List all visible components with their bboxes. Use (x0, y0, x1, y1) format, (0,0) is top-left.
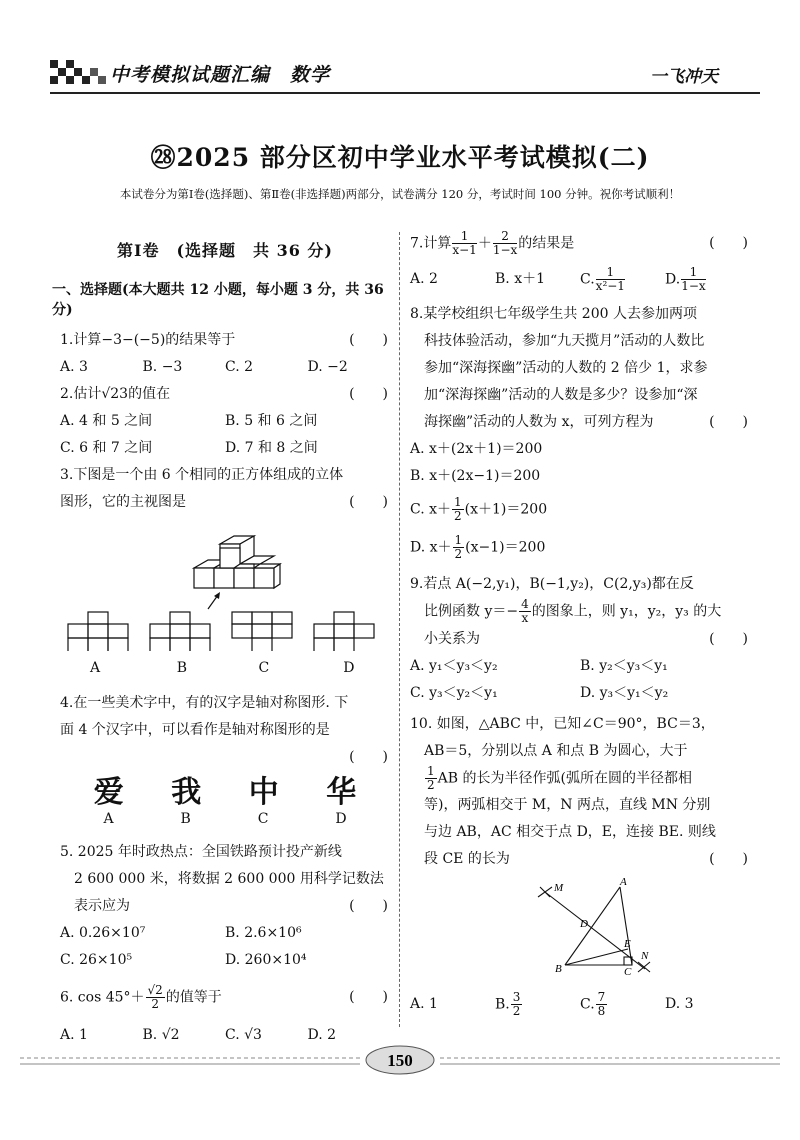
q10-line-3: $\frac{1}{2}$ AB 的长为半径作弧(弧所在圆的半径都相 (427, 763, 692, 792)
question-3 (60, 462, 390, 682)
q5-option-b: B. 2.6×10⁶ (225, 925, 302, 941)
q4-label-c: C (257, 811, 269, 827)
q4-answer-bracket: ( ) (349, 749, 388, 765)
question-1 (60, 327, 390, 381)
q8-option-d: D. x＋ $\frac{1}{2}$ (x−1)＝200 (410, 532, 546, 561)
q4-char-a: 爱 (93, 775, 124, 810)
brand-logo: 一飞冲天 (650, 67, 718, 87)
q8-line-5: 海探幽”活动的人数为 x，可列方程为 (424, 414, 654, 430)
question-8 (410, 301, 750, 561)
question-2 (60, 381, 390, 462)
q6-stem-a: 6. cos 45°＋ (60, 989, 145, 1006)
q9-line-1: 9.若点 A(−2,y₁)，B(−1,y₂)，C(2,y₃)都在反 (410, 576, 694, 592)
q4-char-d: 华 (326, 775, 357, 810)
q6-stem-b: 的值等于 (165, 989, 222, 1006)
left-column (52, 230, 390, 1049)
q10-line-4: 等)，两弧相交于 M，N 两点，直线 MN 分别 (424, 797, 711, 813)
q7-plus: ＋ (477, 235, 492, 252)
q2-answer-bracket: ( ) (349, 386, 388, 402)
exam-intro: 本试卷分为第Ⅰ卷(选择题)、第Ⅱ卷(非选择题)两部分，试卷满分 120 分，考试时间 100 分钟。祝你考试顺利！ (119, 187, 681, 201)
q6-denominator: 2 (151, 997, 159, 1011)
q9-option-d: D. y₃＜y₁＜y₂ (580, 684, 669, 701)
q10-line-2: AB＝5，分别以点 A 和点 B 为圆心，大于 (424, 742, 688, 759)
q4-stem-line1: 4.在一些美术字中，有的汉字是轴对称图形. 下 (60, 695, 349, 711)
q7-answer-bracket: ( ) (709, 235, 748, 251)
q7-option-b: B. x＋1 (495, 270, 545, 287)
q8-line-4: 加“深海探幽”活动的人数是多少？设参加“深 (424, 387, 698, 403)
label-c: C (624, 966, 632, 977)
q9-option-b: B. y₂＜y₃＜y₁ (580, 657, 668, 674)
q10-option-c: C. $\frac{7}{8}$ (580, 990, 606, 1018)
question-5 (60, 839, 390, 974)
page-header (0, 0, 800, 100)
column-divider (399, 232, 400, 1027)
section-heading: 一、选择题(本大题共 12 小题，每小题 3 分，共 36 分) (52, 282, 384, 318)
q3-answer-bracket: ( ) (349, 494, 388, 510)
q3-label-c: C (258, 660, 270, 676)
q6-option-a: A. 1 (60, 1026, 88, 1043)
q3-stem-line2: 图形，它的主视图是 (60, 494, 186, 510)
page-number: 150 (387, 1051, 413, 1070)
q3-label-a: A (90, 660, 101, 676)
q2-option-c: C. 6 和 7 之间 (60, 440, 153, 456)
q1-stem: 1.计算−3−(−5)的结果等于 (60, 332, 236, 348)
q7-option-a: A. 2 (410, 270, 438, 287)
q9-line-3: 小关系为 (424, 630, 480, 647)
q1-answer-bracket: ( ) (349, 332, 388, 348)
right-column (410, 230, 750, 1019)
label-m: M (554, 882, 564, 894)
q5-stem-line1: 5. 2025 年时政热点：全国铁路预计投产新线 (60, 844, 342, 860)
q6-option-b: B. √2 (142, 1026, 180, 1043)
q4-label-b: B (180, 811, 191, 827)
page-footer (0, 1040, 800, 1100)
cube-solid (194, 536, 280, 588)
label-b: B (555, 963, 562, 975)
q7-option-c: C. $\frac{1}{\text{x²−1}}$ (580, 264, 625, 293)
label-n: N (641, 950, 649, 962)
q6-fraction (146, 984, 165, 1011)
q7-fraction-1 (452, 230, 476, 257)
q8-line-3: 参加“深海探幽”活动的人数的 2 倍少 1，求参 (424, 360, 708, 376)
q3-stem-line1: 3.下图是一个由 6 个相同的正方体组成的立体 (60, 467, 344, 483)
q4-char-c: 中 (248, 775, 279, 810)
q6-answer-bracket: ( ) (349, 989, 388, 1005)
label-e: E (624, 938, 631, 950)
q4-stem-line2: 面 4 个汉字中，可以看作是轴对称图形的是 (60, 722, 330, 738)
q3-label-b: B (176, 660, 188, 676)
q10-answer-bracket: ( ) (709, 851, 748, 867)
q7-option-d: D. $\frac{1}{1-x}$ (665, 264, 706, 293)
q1-option-d: D. −2 (307, 359, 348, 375)
header-rule (50, 92, 760, 94)
q5-answer-bracket: ( ) (349, 898, 388, 914)
q7-f1-den: x−1 (452, 243, 477, 257)
q1-option-c: C. 2 (225, 359, 254, 375)
q10-line-6: 段 CE 的长为 (424, 851, 510, 867)
q8-option-c: C. x＋ $\frac{1}{2}$ (x＋1)＝200 (410, 495, 548, 523)
q7-stem-b: 的结果是 (518, 235, 575, 252)
q10-line-5: 与边 AB，AC 相交于点 D，E，连接 BE. 则线 (424, 824, 716, 840)
q7-f1-num: 1 (452, 230, 476, 244)
q9-line-2: 比例函数 y＝− $\frac{4}{x}$ 的图象上，则 y₁，y₂，y₃ 的大 (424, 597, 722, 625)
q2-option-b: B. 5 和 6 之间 (225, 413, 318, 429)
view-options (68, 612, 374, 651)
q6-option-c: C. √3 (225, 1026, 262, 1043)
checker-decoration (50, 60, 106, 90)
q10-line-1: 10. 如图，△ABC 中，已知∠C＝90°，BC＝3， (410, 715, 715, 732)
q10-option-a: A. 1 (410, 996, 438, 1012)
q5-option-c: C. 26×10⁵ (60, 952, 133, 968)
label-a: A (620, 877, 627, 888)
question-6 (60, 984, 390, 1049)
arc-n (638, 962, 650, 972)
q9-option-c: C. y₃＜y₂＜y₁ (410, 684, 498, 701)
q1-option-a: A. 3 (60, 359, 88, 375)
question-9 (410, 571, 750, 707)
q5-option-d: D. 260×10⁴ (225, 952, 307, 968)
q7-stem-a: 7.计算 (410, 235, 452, 252)
segment-ac (620, 887, 632, 965)
question-7 (410, 230, 750, 293)
question-10 (410, 711, 750, 1019)
q10-option-b: B. $\frac{3}{2}$ (495, 990, 521, 1018)
q8-answer-bracket: ( ) (709, 414, 748, 430)
q2-option-d: D. 7 和 8 之间 (225, 440, 318, 456)
q4-char-b: 我 (171, 775, 202, 810)
q5-option-a: A. 0.26×10⁷ (60, 925, 146, 941)
q9-option-a: A. y₁＜y₃＜y₂ (410, 657, 498, 674)
q8-option-b: B. x＋(2x−1)＝200 (410, 468, 541, 484)
q9-answer-bracket: ( ) (709, 630, 748, 647)
q7-f2-den: 1−x (492, 243, 518, 257)
q4-label-a: A (103, 811, 114, 827)
q6-numerator: √2 (147, 983, 163, 997)
q10-figure (410, 877, 750, 977)
q8-option-a: A. x＋(2x＋1)＝200 (410, 441, 543, 457)
q2-option-a: A. 4 和 5 之间 (60, 413, 153, 429)
q5-stem-line3: 表示应为 (74, 898, 130, 914)
q6-option-d: D. 2 (307, 1026, 337, 1043)
q8-line-1: 8.某学校组织七年级学生共 200 人去参加两项 (410, 306, 697, 322)
q3-label-d: D (343, 660, 355, 676)
exam-title: ㉘2025 部分区初中学业水平考试模拟(二) (150, 143, 650, 172)
q3-figure (60, 516, 390, 651)
question-4 (60, 690, 390, 833)
q5-stem-line2: 2 600 000 米，将数据 2 600 000 用科学记数法 (74, 871, 384, 887)
part-title: 第Ⅰ卷 (选择题 共 36 分) (116, 241, 334, 260)
q4-label-d: D (335, 811, 347, 827)
q1-option-b: B. −3 (142, 359, 183, 375)
book-title: 中考模拟试题汇编 数学 (110, 64, 331, 86)
q7-fraction-2 (493, 230, 517, 257)
label-d: D (580, 918, 588, 930)
q2-stem: 2.估计√23的值在 (60, 386, 171, 402)
q10-option-d: D. 3 (665, 996, 694, 1012)
q8-line-2: 科技体验活动，参加“九天揽月”活动的人数比 (424, 333, 705, 349)
q7-f2-num: 2 (493, 230, 517, 244)
